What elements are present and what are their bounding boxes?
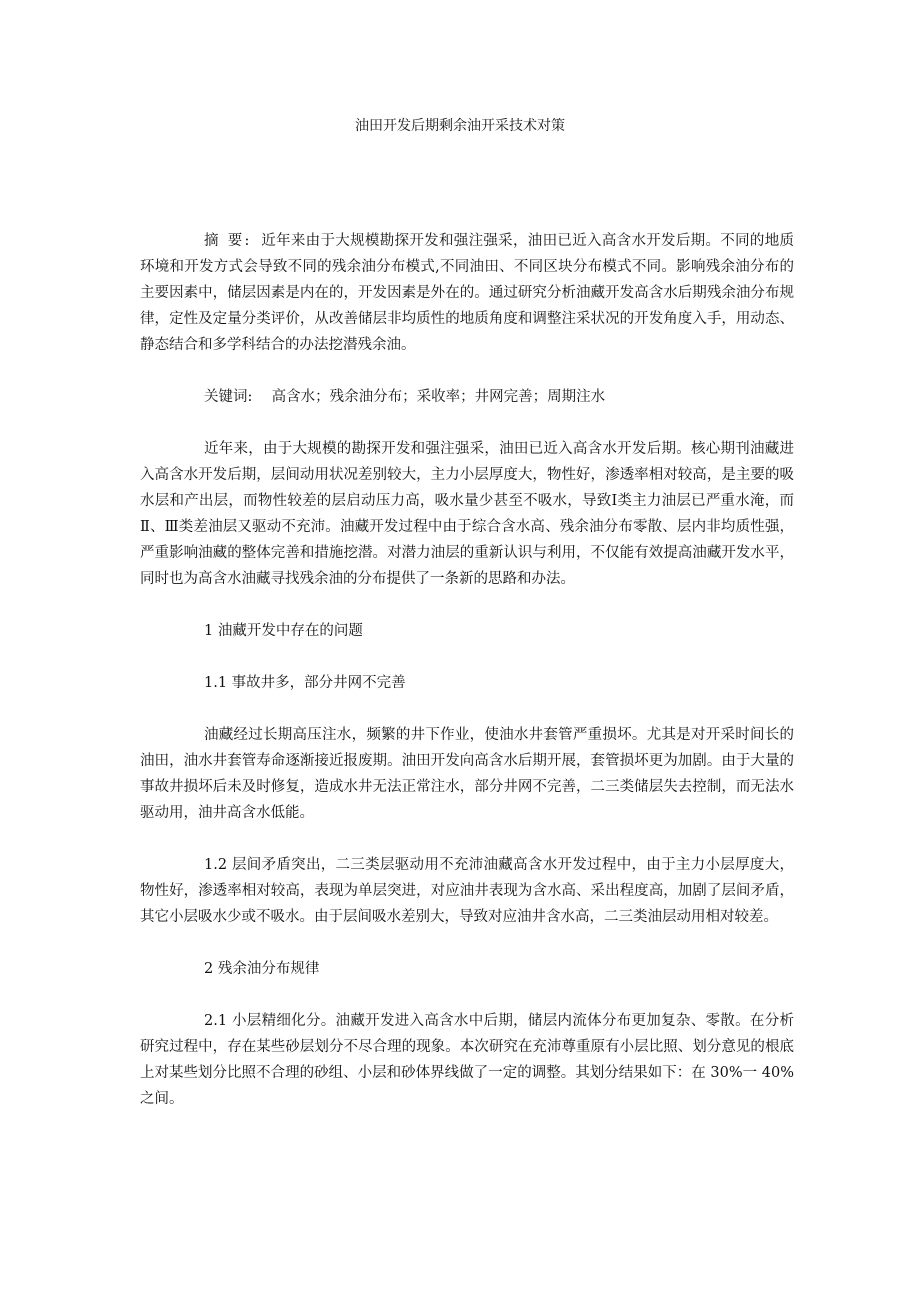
abstract-text: 近年来由于大规模勘探开发和强注强采，油田已近入高含水开发后期。不同的地质环境和开发方式会导致不同的残余油分布模式,不同油田、不同区块分布模式不同。影响残余油分布的主要因素中，储层因素是内在的，开发因素是外在的。通过研究分析油藏开发高含水后期残余油分布规律，定性及定量分类评价，从改善储层非均质性的地质角度和调整注采状况的开发角度入手，用动态、静态结合和多学科结合的办法挖潜残余油。 (140, 233, 795, 353)
section-1-1-paragraph: 油藏经过长期高压注水，频繁的井下作业，使油水井套管严重损坏。尤其是对开采时间长的油田，油水井套管寿命逐渐接近报废期。油田开发向高含水后期开展，套管损坏更为加剧。由于大量的事故井损坏后未及时修复，造成水井无法正常注水，部分井网不完善，二三类储层失去控制，而无法水驱动用，油井高含水低能。 (140, 727, 794, 821)
document-title: 油田开发后期剩余油开采技术对策 (355, 118, 565, 134)
section-1-2-paragraph: 1.2 层间矛盾突出，二三类层驱动用不充沛油藏高含水开发过程中，由于主力小层厚度大，物性好，渗透率相对较高，表现为单层突进，对应油井表现为含水高、采出程度高，加剧了层间矛盾，其它小层吸水少或不吸水。由于层间吸水差别大，导致对应油井含水高，二三类油层动用相对较差。 (140, 857, 794, 925)
intro-paragraph: 近年来，由于大规模的勘探开发和强注强采，油田已近入高含水开发后期。核心期刊油藏进入高含水开发后期，层间动用状况差别较大，主力小层厚度大，物性好，渗透率相对较高，是主要的吸水层和产出层，而物性较差的层启动压力高，吸水量少甚至不吸水，导致Ⅰ类主力油层已严重水淹，而Ⅱ、Ⅲ类差油层又驱动不充沛。油藏开发过程中由于综合含水高、残余油分布零散、层内非均质性强，严重影响油藏的整体完善和措施挖潜。对潜力油层的重新认识与利用，不仅能有效提高油藏开发水平，同时也为高含水油藏寻找残余油的分布提供了一条新的思路和办法。 (140, 441, 794, 587)
document-body (140, 228, 794, 1112)
section-heading-1-1: 1.1 事故井多，部分井网不完善 (204, 675, 406, 691)
abstract-label: 摘 要: (204, 233, 252, 249)
keywords-paragraph (140, 384, 794, 410)
section-2-1-paragraph: 2.1 小层精细化分。油藏开发进入高含水中后期，储层内流体分布更加复杂、零散。在分析研究过程中，存在某些砂层划分不尽合理的现象。本次研究在充沛尊重原有小层比照、划分意见的根底上对某些划分比照不合理的砂组、小层和砂体界线做了一定的调整。其划分结果如下：在 30%一 40%之间。 (140, 1013, 794, 1107)
keywords-text: 高含水；残余油分布；采收率；井网完善；周期注水 (271, 389, 606, 405)
abstract-paragraph (140, 228, 794, 358)
section-heading-2: 2 残余油分布规律 (204, 961, 320, 977)
section-heading-1: 1 油藏开发中存在的问题 (204, 623, 363, 639)
keywords-label: 关键词: (204, 389, 253, 405)
